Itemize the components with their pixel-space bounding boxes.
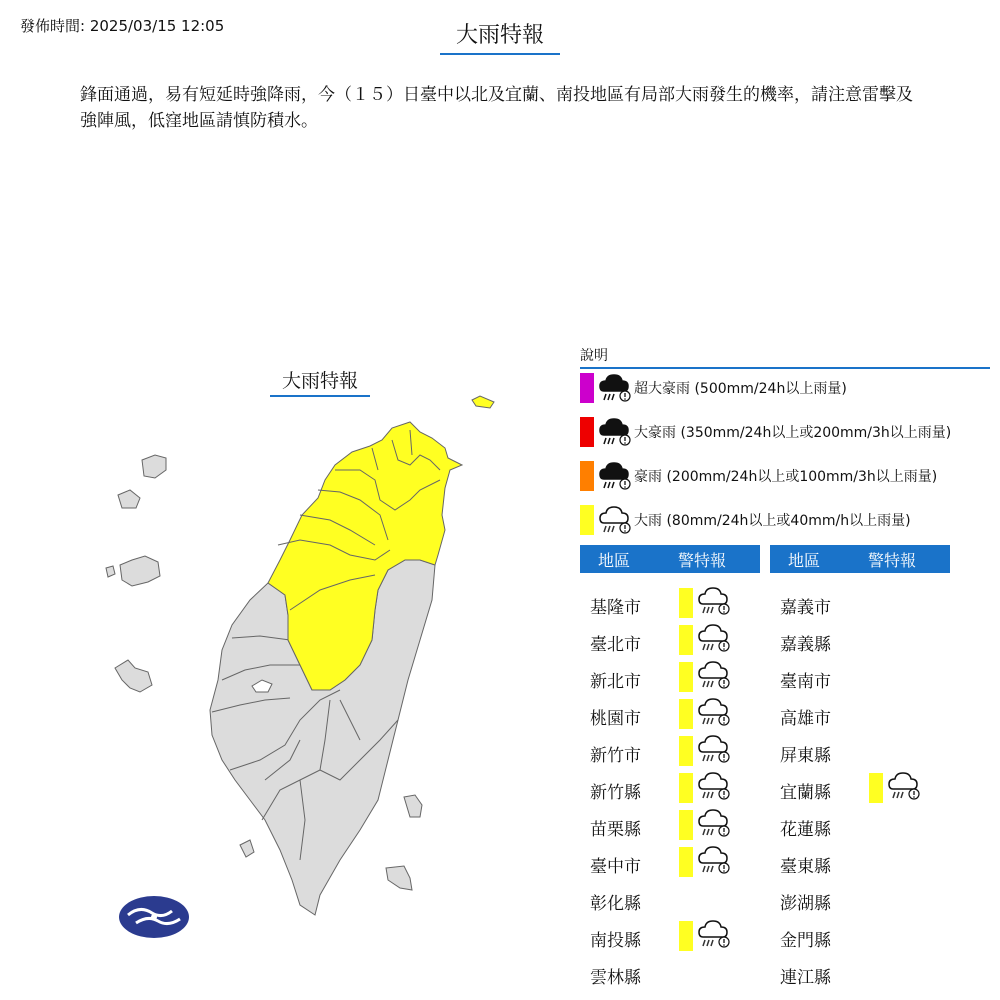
legend-icon (598, 505, 632, 535)
rain-cloud-outline-icon (697, 808, 731, 838)
warning-icon (697, 734, 731, 764)
legend-title: 說明 (580, 345, 990, 369)
region-name: 嘉義縣 (780, 635, 831, 655)
legend-label: 大雨 (80mm/24h以上或40mm/h以上雨量) (634, 513, 911, 529)
warning-icon (887, 771, 921, 801)
warning-level-bar (679, 625, 693, 655)
rain-cloud-outline-icon (697, 919, 731, 949)
region-name: 澎湖縣 (780, 894, 831, 914)
legend-label: 大豪雨 (350mm/24h以上或200mm/3h以上雨量) (634, 425, 952, 441)
legend-swatch (580, 461, 594, 491)
region-name: 高雄市 (780, 709, 831, 729)
table-header-right (770, 545, 950, 573)
rain-cloud-outline-icon (697, 771, 731, 801)
legend-swatch (580, 417, 594, 447)
legend-icon (598, 461, 632, 491)
region-name: 臺南市 (780, 672, 831, 692)
legend-icon (598, 417, 632, 447)
warning-level-bar (679, 736, 693, 766)
warning-icon (697, 697, 731, 727)
region-name: 雲林縣 (590, 968, 641, 988)
warning-icon (697, 660, 731, 690)
warning-level-bar (679, 921, 693, 951)
warning-level-bar (679, 699, 693, 729)
region-name: 臺北市 (590, 635, 641, 655)
heavy-rain-cloud-icon (598, 417, 632, 447)
map-region-matsu (118, 455, 166, 508)
warning-level-bar (679, 588, 693, 618)
warning-icon (697, 919, 731, 949)
legend-swatch (580, 373, 594, 403)
region-name: 花蓮縣 (780, 820, 831, 840)
region-name: 新竹市 (590, 746, 641, 766)
region-name: 金門縣 (780, 931, 831, 951)
region-name: 屏東縣 (780, 746, 831, 766)
warning-icon (697, 808, 731, 838)
rain-cloud-outline-icon (697, 660, 731, 690)
heavy-rain-cloud-icon (598, 373, 632, 403)
region-name: 南投縣 (590, 931, 641, 951)
map-region-green-island (404, 795, 422, 817)
rain-cloud-outline-icon (697, 623, 731, 653)
table-header-left (580, 545, 760, 573)
warning-level-bar (679, 810, 693, 840)
warning-icon (697, 771, 731, 801)
map-region-orchid-island (386, 866, 412, 890)
rain-cloud-outline-icon (697, 845, 731, 875)
cwa-logo-icon (118, 895, 190, 939)
warning-icon (697, 586, 731, 616)
region-name: 新竹縣 (590, 783, 641, 803)
warning-level-bar (869, 773, 883, 803)
region-name: 連江縣 (780, 968, 831, 988)
warning-level-bar (679, 847, 693, 877)
region-name: 新北市 (590, 672, 641, 692)
region-name: 基隆市 (590, 598, 641, 618)
region-name: 宜蘭縣 (780, 783, 831, 803)
map-region-pengjia (472, 396, 494, 408)
region-name: 臺東縣 (780, 857, 831, 877)
legend-row-torrential (580, 417, 951, 447)
taiwan-warning-map (95, 390, 500, 940)
warning-level-bar (679, 773, 693, 803)
rain-cloud-outline-icon (697, 697, 731, 727)
legend-icon (598, 373, 632, 403)
page-title: 大雨特報 (440, 18, 560, 55)
rain-cloud-outline-icon (697, 586, 731, 616)
map-region-kinmen (106, 556, 160, 586)
legend-swatch (580, 505, 594, 535)
region-name: 桃園市 (590, 709, 641, 729)
map-title: 大雨特報 (270, 366, 370, 397)
issue-time: 發佈時間: 2025/03/15 12:05 (20, 17, 225, 35)
rain-cloud-outline-icon (697, 734, 731, 764)
region-name: 嘉義市 (780, 598, 831, 618)
heavy-rain-cloud-icon (598, 461, 632, 491)
header-warning: 警特報 (678, 550, 727, 570)
legend-label: 超大豪雨 (500mm/24h以上雨量) (634, 381, 847, 397)
legend-label: 豪雨 (200mm/24h以上或100mm/3h以上雨量) (634, 469, 938, 485)
warning-icon (697, 623, 731, 653)
map-region-liuqiu (240, 840, 254, 857)
header-region: 地區 (598, 550, 631, 570)
map-region-penghu (115, 660, 152, 692)
header-warning: 警特報 (868, 550, 917, 570)
warning-level-bar (679, 662, 693, 692)
legend-row-extremely_heavy (580, 461, 937, 491)
region-name: 臺中市 (590, 857, 641, 877)
region-name: 彰化縣 (590, 894, 641, 914)
header-region: 地區 (788, 550, 821, 570)
region-name: 苗栗縣 (590, 820, 641, 840)
legend-row-heavy (580, 505, 911, 535)
legend-row-extremely_torrential (580, 373, 847, 403)
warning-icon (697, 845, 731, 875)
rain-cloud-outline-icon (598, 505, 632, 535)
warning-description: 鋒面通過，易有短延時強降雨，今（１５）日臺中以北及宜蘭、南投地區有局部大雨發生的機率，請注意雷擊及強陣風，低窪地區請慎防積水。 (80, 85, 913, 131)
rain-cloud-outline-icon (887, 771, 921, 801)
